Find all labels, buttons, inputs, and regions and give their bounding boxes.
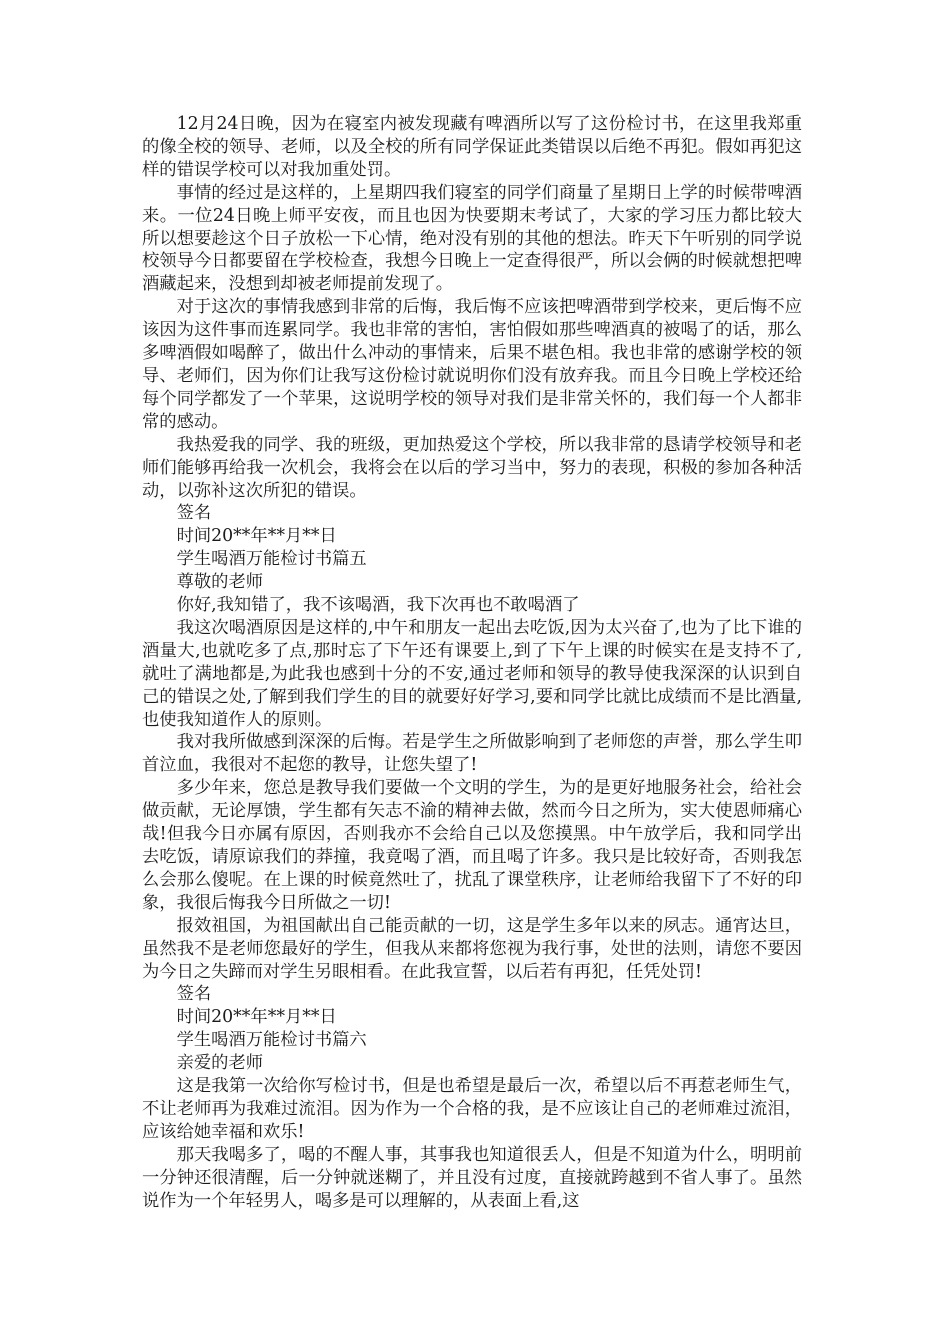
paragraph-teaching: 多少年来，您总是教导我们要做一个文明的学生，为的是更好地服务社会，给社会做贡献，无论厚馈，学生都有矢志不渝的精神去做，然而今日之所为，实大使恩师痛心哉!但我今日亦属有原因，否则我亦不会给自己以及您摸黑。中午放学后，我和同学出去吃饭，请原谅我们的莽撞，我竟喝了酒，而且喝了许多。我只是比较好奇，否则我怎么会那么傻呢。在上课的时候竟然吐了，扰乱了课堂秩序，让老师给我留下了不好的印象，我很后悔我今日所做之一切! bbox=[142, 778, 802, 913]
greeting-line: 你好,我知错了，我不该喝酒，我下次再也不敢喝酒了 bbox=[176, 595, 580, 616]
paragraph-dec24-intro: 12月24日晚，因为在寝室内被发现藏有啤酒所以写了这份检讨书，在这里我郑重的像全校的领导、老师，以及全校的所有同学保证此类错误以后绝不再犯。假如再犯这样的错误学校可以对我加重处罚。 bbox=[142, 114, 802, 180]
paragraph-that-day: 那天我喝多了，喝的不醒人事，其事我也知道很丢人，但是不知道为什么，明明前一分钟还很清醒，后一分钟就迷糊了，并且没有过度，直接就跨越到不省人事了。虽然说作为一个年轻男人，喝多是可以理解的，从表面上看,这 bbox=[142, 1144, 802, 1211]
paragraph-regret: 对于这次的事情我感到非常的后悔，我后悔不应该把啤酒带到学校来，更后悔不应该因为这件事而连累同学。我也非常的害怕，害怕假如那些啤酒真的被喝了的话，那么多啤酒假如喝醉了，做出什么冲动的事情来，后果不堪色相。我也非常的感谢学校的领导、老师们，因为你们让我写这份检讨就说明你们没有放弃我。而且今日晚上学校还给每个同学都发了一个苹果，这说明学校的领导对我们是非常关怀的，我们每一个人都非常的感动。 bbox=[142, 297, 802, 432]
paragraph-remorse: 我对我所做感到深深的后悔。若是学生之所做影响到了老师您的声誉，那么学生叩首泣血，我很对不起您的教导，让您失望了! bbox=[142, 732, 802, 776]
paragraph-first-letter: 这是我第一次给你写检讨书，但是也希望是最后一次，希望以后不再惹老师生气，不让老师再为我难过流泪。因为作为一个合格的我，是不应该让自己的老师难过流泪，应该给她幸福和欢乐! bbox=[142, 1076, 802, 1142]
section-title-part6: 学生喝酒万能检讨书篇六 bbox=[176, 1030, 367, 1051]
paragraph-plea: 我热爱我的同学、我的班级，更加热爱这个学校，所以我非常的恳请学校领导和老师们能够再给我一次机会，我将会在以后的学习当中，努力的表现，积极的参加各种活动，以弥补这次所犯的错误。 bbox=[142, 434, 802, 501]
paragraph-drinking-reason: 我这次喝酒原因是这样的,中午和朋友一起出去吃饭,因为太兴奋了,也为了比下谁的酒量大,也就吃多了点,那时忘了下午还有课要上,到了下午上课的时候实在是支持不了,就吐了满地都是,为此我也感到十分的不安,通过老师和领导的教导使我深深的认识到自己的错误之处,了解到我们学生的目的就要好好学习,要和同学比就比成绩而不是比酒量,也使我知道作人的原则。 bbox=[142, 617, 802, 730]
paragraph-event-details: 事情的经过是这样的，上星期四我们寝室的同学们商量了星期日上学的时候带啤酒来。一位24日晚上师平安夜，而且也因为快要期末考试了，大家的学习压力都比较大所以想要趁这个日子放松一下心情，绝对没有别的其他的想法。昨天下午听别的同学说校领导今日都要留在学校检查，我想今日晚上一定查得很严，所以会俩的时候就想把啤酒藏起来，没想到却被老师提前发现了。 bbox=[142, 182, 802, 295]
section-title-part5: 学生喝酒万能检讨书篇五 bbox=[176, 549, 367, 570]
signature-line: 签名 bbox=[176, 984, 212, 1005]
document-page bbox=[142, 113, 802, 1213]
paragraph-vow: 报效祖国，为祖国献出自己能贡献的一切，这是学生多年以来的夙志。通宵达旦，虽然我不是老师您最好的学生，但我从来都将您视为我行事，处世的法则，请您不要因为今日之失蹄而对学生另眼相看。在此我宣誓，以后若有再犯，任凭处罚! bbox=[142, 915, 802, 982]
date-line: 时间20**年**月**日 bbox=[176, 526, 337, 547]
salutation: 亲爱的老师 bbox=[176, 1053, 264, 1074]
salutation: 尊敬的老师 bbox=[176, 572, 264, 593]
signature-line: 签名 bbox=[176, 503, 212, 524]
date-line: 时间20**年**月**日 bbox=[176, 1007, 337, 1028]
